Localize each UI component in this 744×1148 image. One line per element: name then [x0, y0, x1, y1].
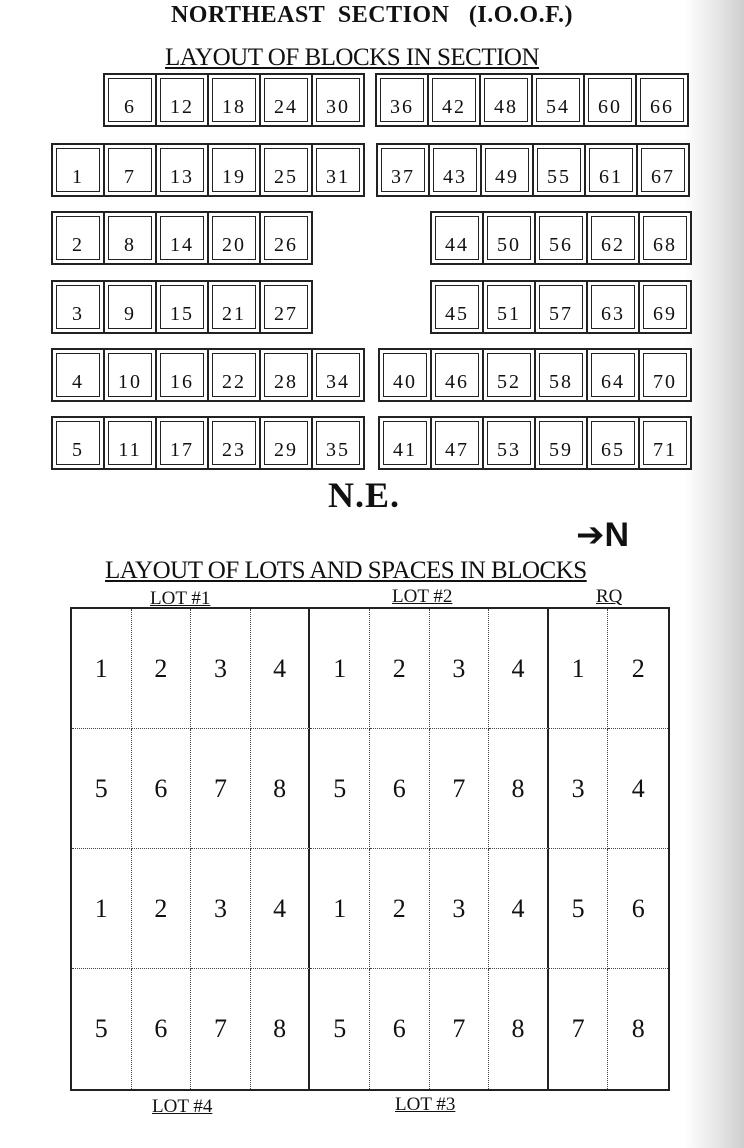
lot-space-cell: 5 [310, 729, 370, 849]
block-cell: 60 [585, 75, 635, 125]
lot-space-cell: 7 [549, 969, 609, 1089]
lot-4-label: LOT #4 [152, 1096, 213, 1117]
block-cell: 51 [484, 282, 534, 332]
block-cell: 27 [261, 282, 311, 332]
lot-space-cell: 6 [608, 849, 668, 969]
block-cell: 56 [536, 213, 586, 263]
block-cell: 71 [640, 418, 690, 468]
block-cell: 69 [640, 282, 690, 332]
block-cell: 13 [157, 145, 207, 195]
block-cell: 25 [261, 145, 311, 195]
block-cell: 35 [313, 418, 363, 468]
lot-space-cell: 1 [310, 609, 370, 729]
section-code: N.E. [328, 475, 401, 515]
block-cell: 17 [157, 418, 207, 468]
lot-space-cell: 5 [72, 969, 132, 1089]
block-cell: 23 [209, 418, 259, 468]
block-cell: 2 [53, 213, 103, 263]
lot-space-cell: 4 [489, 609, 549, 729]
lot-space-cell: 8 [489, 729, 549, 849]
lots-heading: LAYOUT OF LOTS AND SPACES IN BLOCKS [105, 557, 587, 584]
block-group-row-5-left [51, 348, 365, 402]
block-cell: 30 [313, 75, 363, 125]
lots-spaces-grid [70, 607, 670, 1091]
blocks-heading: LAYOUT OF BLOCKS IN SECTION [165, 44, 540, 71]
page-title: NORTHEAST SECTION (I.O.O.F.) [170, 2, 574, 28]
block-cell: 36 [377, 75, 427, 125]
block-cell: 67 [638, 145, 688, 195]
lot-space-cell: 3 [430, 849, 490, 969]
block-cell: 28 [261, 350, 311, 400]
block-group-row-6-right [378, 416, 692, 470]
block-cell: 45 [432, 282, 482, 332]
block-cell: 19 [209, 145, 259, 195]
lot-space-cell: 2 [370, 609, 430, 729]
lot-space-cell: 8 [251, 969, 311, 1089]
lot-space-cell: 1 [310, 849, 370, 969]
page-edge-shadow [684, 0, 744, 1148]
lot-space-cell: 2 [370, 849, 430, 969]
block-group-row-4-left [51, 280, 313, 334]
block-group-row-5-right [378, 348, 692, 402]
lot-space-cell: 3 [549, 729, 609, 849]
block-cell: 26 [261, 213, 311, 263]
block-cell: 42 [429, 75, 479, 125]
block-cell: 9 [105, 282, 155, 332]
block-cell: 52 [484, 350, 534, 400]
block-cell: 29 [261, 418, 311, 468]
block-cell: 50 [484, 213, 534, 263]
block-cell: 34 [313, 350, 363, 400]
block-cell: 20 [209, 213, 259, 263]
lot-space-cell: 7 [191, 969, 251, 1089]
lot-space-cell: 1 [549, 609, 609, 729]
lot-space-cell: 3 [191, 609, 251, 729]
block-cell: 70 [640, 350, 690, 400]
block-cell: 4 [53, 350, 103, 400]
north-arrow-icon: ➔N [576, 516, 630, 554]
block-cell: 65 [588, 418, 638, 468]
block-cell: 8 [105, 213, 155, 263]
lot-space-cell: 8 [251, 729, 311, 849]
lot-space-cell: 6 [132, 969, 192, 1089]
block-cell: 44 [432, 213, 482, 263]
lot-space-cell: 1 [72, 849, 132, 969]
block-cell: 37 [378, 145, 428, 195]
lot-space-cell: 7 [430, 729, 490, 849]
block-cell: 64 [588, 350, 638, 400]
lot-space-cell: 1 [72, 609, 132, 729]
lot-space-cell: 5 [310, 969, 370, 1089]
block-cell: 10 [105, 350, 155, 400]
lot-space-cell: 2 [608, 609, 668, 729]
lot-space-cell: 3 [430, 609, 490, 729]
block-cell: 58 [536, 350, 586, 400]
block-group-row-4-right [430, 280, 692, 334]
block-cell: 3 [53, 282, 103, 332]
block-cell: 55 [534, 145, 584, 195]
block-cell: 21 [209, 282, 259, 332]
block-cell: 16 [157, 350, 207, 400]
block-cell: 47 [432, 418, 482, 468]
lot-space-cell: 6 [370, 729, 430, 849]
lot-space-cell: 3 [191, 849, 251, 969]
block-cell: 68 [640, 213, 690, 263]
block-cell: 1 [53, 145, 103, 195]
block-cell: 5 [53, 418, 103, 468]
block-cell: 48 [481, 75, 531, 125]
block-cell: 40 [380, 350, 430, 400]
block-cell: 53 [484, 418, 534, 468]
lot-space-cell: 6 [370, 969, 430, 1089]
block-cell: 66 [637, 75, 687, 125]
block-group-row-6-left [51, 416, 365, 470]
block-cell: 31 [313, 145, 363, 195]
block-group-row-3-right [430, 211, 692, 265]
lot-space-cell: 4 [251, 609, 311, 729]
block-cell: 43 [430, 145, 480, 195]
block-cell: 62 [588, 213, 638, 263]
block-cell: 57 [536, 282, 586, 332]
lot-space-cell: 5 [72, 729, 132, 849]
lot-space-cell: 7 [430, 969, 490, 1089]
lot-space-cell: 4 [608, 729, 668, 849]
lot-space-cell: 4 [251, 849, 311, 969]
lot-space-cell: 4 [489, 849, 549, 969]
block-cell: 41 [380, 418, 430, 468]
lot-1-label: LOT #1 [150, 588, 211, 609]
block-cell: 15 [157, 282, 207, 332]
block-cell: 6 [105, 75, 155, 125]
lot-space-cell: 6 [132, 729, 192, 849]
block-cell: 7 [105, 145, 155, 195]
block-cell: 54 [533, 75, 583, 125]
lot-space-cell: 5 [549, 849, 609, 969]
block-cell: 49 [482, 145, 532, 195]
block-cell: 63 [588, 282, 638, 332]
block-cell: 18 [209, 75, 259, 125]
block-cell: 61 [586, 145, 636, 195]
block-cell: 46 [432, 350, 482, 400]
block-group-row-1-right [375, 73, 689, 127]
block-cell: 14 [157, 213, 207, 263]
block-cell: 22 [209, 350, 259, 400]
lot-2-label: LOT #2 [392, 586, 453, 607]
rq-label: RQ [596, 586, 623, 607]
block-cell: 12 [157, 75, 207, 125]
block-group-row-2-left [51, 143, 365, 197]
lot-3-label: LOT #3 [395, 1094, 456, 1115]
block-group-row-1-left [103, 73, 365, 127]
block-group-row-2-right [376, 143, 690, 197]
block-cell: 11 [105, 418, 155, 468]
lot-space-cell: 2 [132, 849, 192, 969]
block-cell: 59 [536, 418, 586, 468]
lot-space-cell: 8 [489, 969, 549, 1089]
lot-space-cell: 8 [631, 1014, 645, 1043]
block-cell: 24 [261, 75, 311, 125]
lot-space-cell: 7 [191, 729, 251, 849]
lot-space-cell: 2 [132, 609, 192, 729]
block-group-row-3-left [51, 211, 313, 265]
